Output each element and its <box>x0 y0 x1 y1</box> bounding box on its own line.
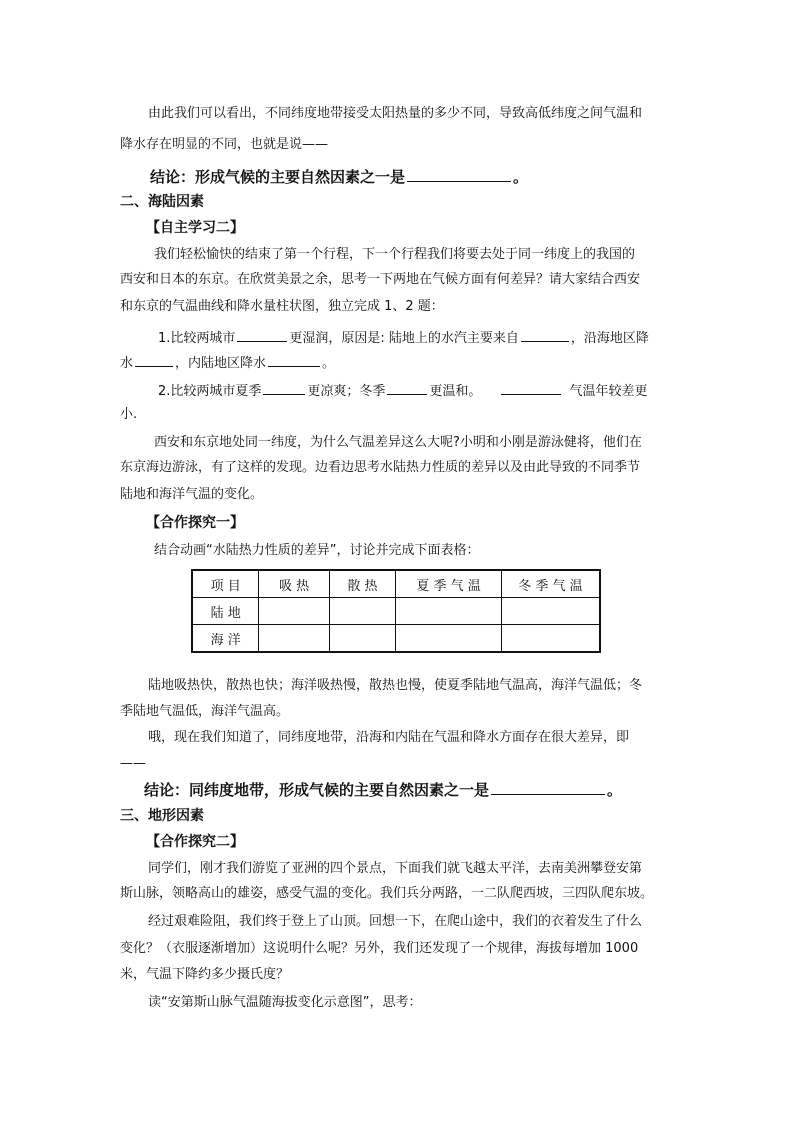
question-text: 。 <box>322 356 336 371</box>
paragraph-line: 由此我们可以看出，不同纬度地带接受太阳热量的多少不同，导致高低纬度之间气温和 <box>148 106 643 121</box>
paragraph-line: 变化？（衣服逐渐增加）这说明什么呢？另外，我们还发现了一个规律，海拔每增加 1000 <box>120 941 639 956</box>
table-header-cell: 吸 热 <box>259 570 329 598</box>
table-row <box>192 625 600 653</box>
answer-blank[interactable] <box>501 380 561 395</box>
table-header-cell: 散 热 <box>329 570 395 598</box>
table-header-cell: 夏 季 气 温 <box>396 570 502 598</box>
question-text: 1.比较两城市 <box>158 331 236 346</box>
section-heading-sea-land: 二、海陆因素 <box>120 194 204 210</box>
table-cell[interactable] <box>501 598 600 625</box>
answer-blank[interactable] <box>237 327 287 342</box>
answer-blank[interactable] <box>407 167 511 182</box>
paragraph-line: 同学们，刚才我们游览了亚洲的四个景点，下面我们就飞越太平洋，去南美洲攀登安第 <box>148 861 643 876</box>
subsection-coop-1: 【合作探究一】 <box>146 515 244 531</box>
question-text: ，沿海地区降 <box>570 331 649 346</box>
question-1-line-2 <box>120 352 335 374</box>
table-cell[interactable] <box>259 598 329 625</box>
question-text: 2.比较两城市夏季 <box>158 384 262 399</box>
subsection-coop-2: 【合作探究二】 <box>146 834 244 850</box>
question-text: 更凉爽；冬季 <box>307 384 386 399</box>
paragraph-line: 读“安第斯山脉气温随海拔变化示意图”，思考： <box>148 995 422 1010</box>
table-cell[interactable] <box>501 625 600 653</box>
table-header-cell: 冬 季 气 温 <box>501 570 600 598</box>
thermal-properties-table <box>191 569 601 653</box>
table-row-label: 海 洋 <box>192 625 259 653</box>
section-heading-terrain: 三、地形因素 <box>120 808 204 824</box>
conclusion-2 <box>144 780 622 800</box>
table-cell[interactable] <box>396 598 502 625</box>
paragraph-line: 和东京的气温曲线和降水量柱状图，独立完成 1、2 题： <box>120 299 444 314</box>
conclusion-end: 。 <box>513 168 529 186</box>
paragraph-line: 我们轻松愉快的结束了第一个行程，下一个行程我们将要去处于同一纬度上的我国的 <box>154 247 636 262</box>
paragraph-line: 西安和东京地处同一纬度，为什么气温差异这么大呢?小明和小刚是游泳健将，他们在 <box>154 435 642 450</box>
paragraph-line: 东京海边游泳，有了这样的发现。边看边思考水陆热力性质的差异以及由此导致的不同季节 <box>120 460 641 475</box>
paragraph-line: 陆地吸热快，散热也快；海洋吸热慢，散热也慢，使夏季陆地气温高，海洋气温低；冬 <box>148 678 643 693</box>
table-cell[interactable] <box>259 625 329 653</box>
question-1-line-1 <box>158 327 649 349</box>
paragraph-line: 西安和日本的东京。在欣赏美景之余，思考一下两地在气候方面有何差异？请大家结合西安 <box>120 272 641 287</box>
conclusion-1 <box>150 167 528 187</box>
paragraph-line: 经过艰难险阻，我们终于登上了山顶。回想一下，在爬山途中，我们的衣着发生了什么 <box>148 914 643 929</box>
table-cell[interactable] <box>329 598 395 625</box>
paragraph-line: —— <box>120 756 146 771</box>
table-header-cell: 项 目 <box>192 570 259 598</box>
table-cell[interactable] <box>329 625 395 653</box>
paragraph-line: 斯山脉，领略高山的雄姿，感受气温的变化。我们兵分两路，一二队爬西坡，三四队爬东坡。 <box>120 886 654 901</box>
table-cell[interactable] <box>396 625 502 653</box>
paragraph-line: 降水存在明显的不同，也就是说—— <box>120 137 329 152</box>
conclusion-end: 。 <box>607 781 623 799</box>
question-text: 水 <box>120 356 134 371</box>
table-header-row <box>192 570 600 598</box>
question-2-line-1 <box>158 380 647 402</box>
question-text: 更湿润，原因是: 陆地上的水汽主要来自 <box>289 331 519 346</box>
table-row <box>192 598 600 625</box>
table-row-label: 陆 地 <box>192 598 259 625</box>
answer-blank[interactable] <box>263 380 305 395</box>
table-intro: 结合动画“水陆热力性质的差异”，讨论并完成下面表格： <box>154 543 480 558</box>
question-2-line-2: 小. <box>120 407 138 422</box>
paragraph-line: 陆地和海洋气温的变化。 <box>120 487 264 502</box>
answer-blank[interactable] <box>387 380 427 395</box>
paragraph-line: 哦，现在我们知道了，同纬度地带，沿海和内陆在气温和降水方面存在很大差异，即 <box>148 730 630 745</box>
subsection-self-study-2: 【自主学习二】 <box>146 220 244 236</box>
answer-blank[interactable] <box>135 352 173 367</box>
question-text: ，内陆地区降水 <box>175 356 267 371</box>
paragraph-line: 米，气温下降约多少摄氏度？ <box>120 967 290 982</box>
question-text: 气温年较差更 <box>569 384 648 399</box>
answer-blank[interactable] <box>268 352 320 367</box>
question-text: 更温和。 <box>429 384 482 399</box>
conclusion-text: 结论：形成气候的主要自然因素之一是 <box>150 168 406 186</box>
answer-blank[interactable] <box>491 780 605 795</box>
conclusion-text: 结论：同纬度地带，形成气候的主要自然因素之一是 <box>144 781 490 799</box>
answer-blank[interactable] <box>521 327 569 342</box>
paragraph-line: 季陆地气温低，海洋气温高。 <box>120 704 290 719</box>
